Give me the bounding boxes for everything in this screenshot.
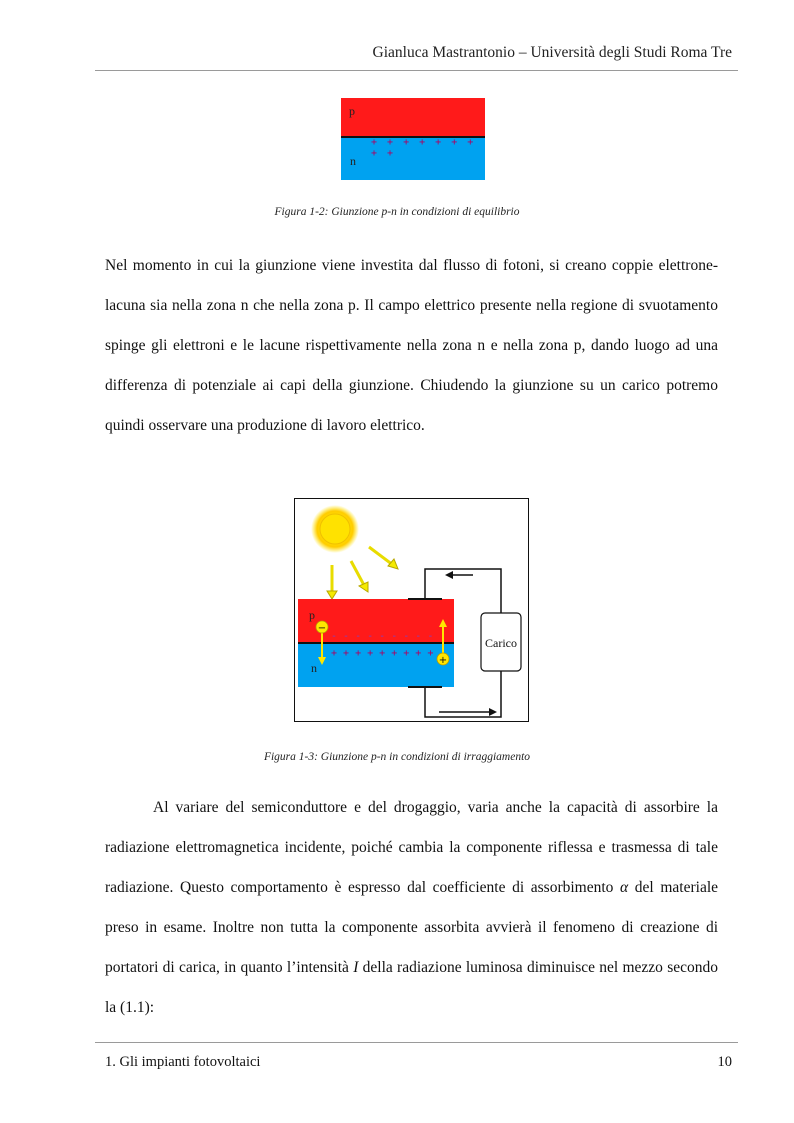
running-header: Gianluca Mastrantonio – Università degli Studi Roma Tre <box>372 44 732 61</box>
paragraph-1: Nel momento in cui la giunzione viene investita dal flusso di fotoni, si creano coppie elettrone-lacuna sia nella zona n che nella zona p. Il campo elettrico presente nella regione di svuotamento spinge gli elettroni e le lacune rispettivamente nella zona n e nella zona p, dando luogo ad una differenza di potenziale ai capi della giunzione. Chiudendo la giunzione su un carico potremo quindi osservare una produzione di lavoro elettrico. <box>105 257 718 434</box>
footer-rule <box>95 1042 738 1043</box>
paragraph-2 <box>105 788 718 1028</box>
alpha-symbol: α <box>620 879 629 896</box>
p-label: p <box>349 104 355 118</box>
figure-equilibrium <box>341 98 485 180</box>
negative-charges: - - - - - - - - - <box>331 631 434 642</box>
positive-charges: + + + + + + + + + <box>371 137 476 159</box>
p-label: p <box>309 608 315 622</box>
current-arrow-top <box>445 571 473 579</box>
figure-irradiation <box>294 498 529 722</box>
intensity-symbol: I <box>353 959 359 976</box>
p-region <box>341 98 485 138</box>
load-label: Carico <box>485 636 517 650</box>
hole-icon: + <box>438 655 448 666</box>
figure-caption-2: Figura 1-3: Giunzione p-n in condizioni di irraggiamento <box>263 751 531 763</box>
footer-chapter: 1. Gli impianti fotovoltaici <box>105 1054 261 1070</box>
sun-core <box>320 514 350 544</box>
figure-caption-1: Figura 1-2: Giunzione p-n in condizioni di equilibrio <box>274 206 520 218</box>
page-number: 10 <box>717 1054 732 1070</box>
irradiation-diagram <box>295 499 530 723</box>
electron-icon: − <box>317 623 327 634</box>
header-rule <box>95 70 738 71</box>
n-label: n <box>350 154 356 168</box>
paragraph-2-text-b: del materiale preso in esame. Inoltre non tutta la componente assorbita avvierà il fenomeno di creazione di portatori di carica, in quanto l’intensità <box>105 879 719 976</box>
current-arrow-bottom <box>439 708 497 716</box>
paragraph-2-text-c: della radiazione luminosa diminuisce nel mezzo secondo la (1.1): <box>105 959 718 1016</box>
n-label: n <box>311 661 317 675</box>
paragraph-2-text-a: Al variare del semiconduttore e del drogaggio, varia anche la capacità di assorbire la radiazione elettromagnetica incidente, poiché cambia la componente riflessa e trasmessa di tale radiazione. Questo comportamento è espresso dal coefficiente di assorbimento <box>105 799 718 896</box>
light-rays <box>327 547 398 599</box>
positive-charges: + + + + + + + + + <box>331 648 434 659</box>
